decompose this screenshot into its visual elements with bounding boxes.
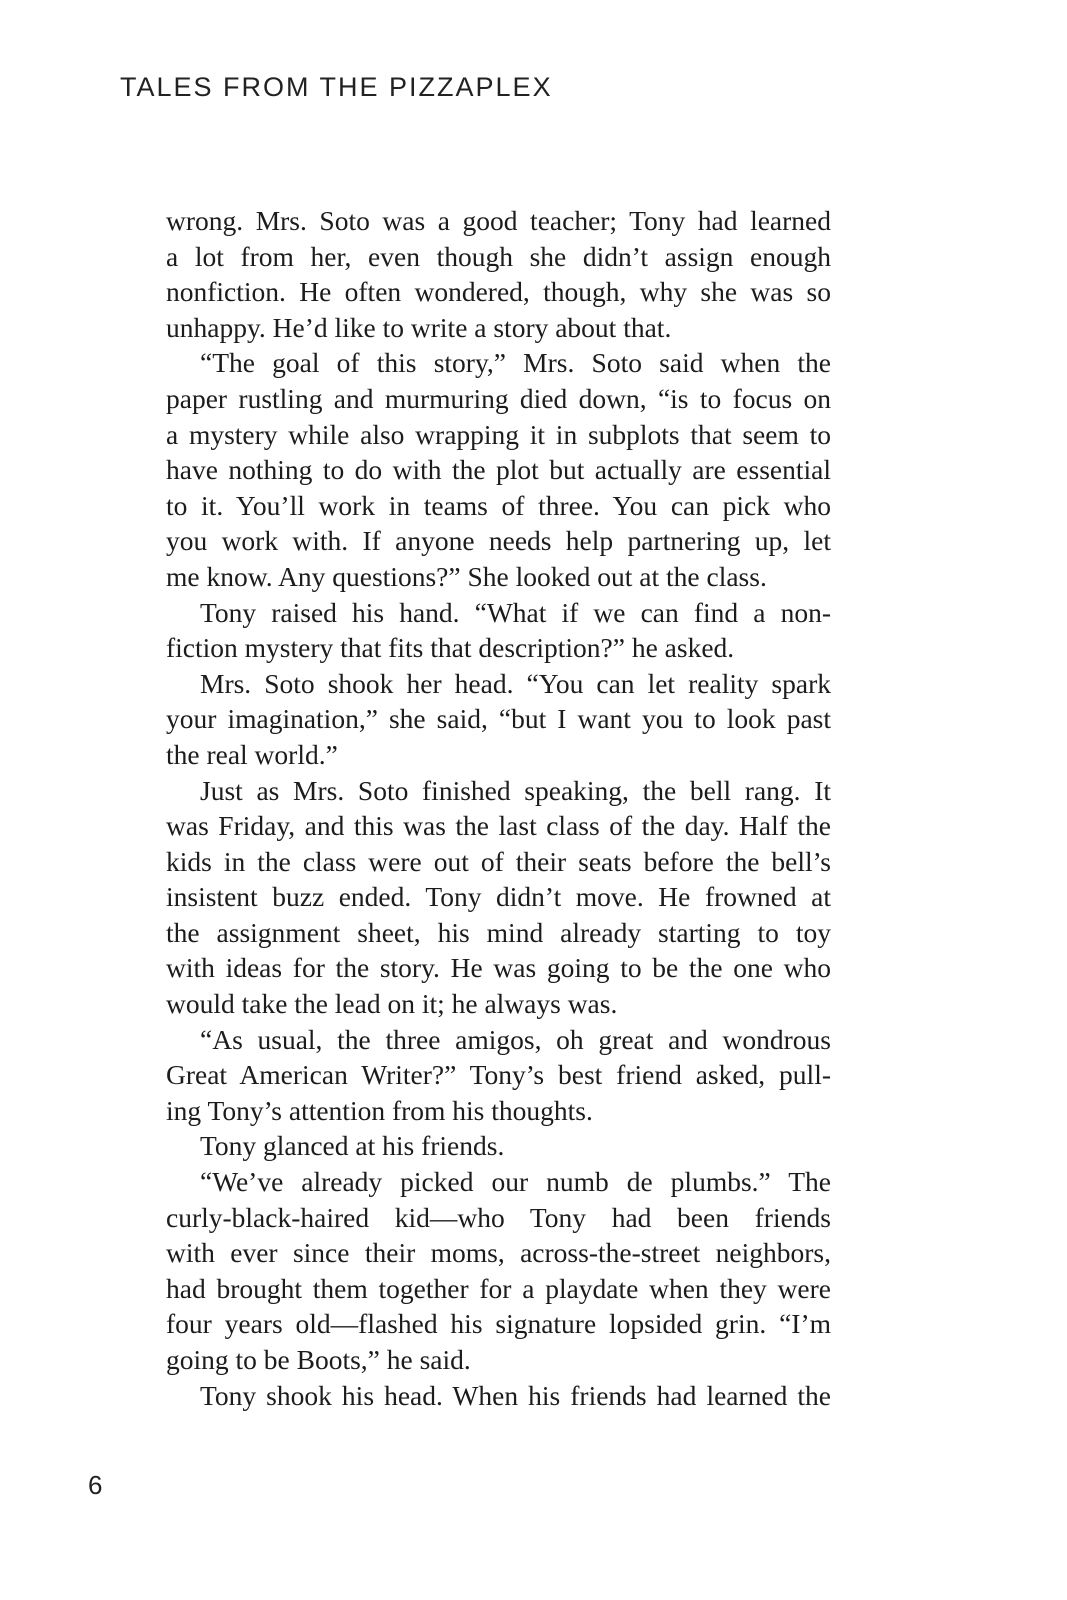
text-line: Tony shook his head. When his friends had learned the xyxy=(200,1379,831,1411)
text-line: Tony glanced at his friends. xyxy=(200,1130,505,1162)
text-line: “We’ve already picked our numb de plumbs.” The xyxy=(200,1166,831,1198)
text-line: Mrs. Soto shook her head. “You can let reality spark xyxy=(200,667,831,699)
text-line: you work with. If anyone needs help partnering up, let xyxy=(166,525,831,557)
text-line: kids in the class were out of their seats before the bell’s xyxy=(166,845,831,877)
text-line: with ideas for the story. He was going to be the one who xyxy=(166,952,831,984)
text-line: ing Tony’s attention from his thoughts. xyxy=(166,1094,593,1126)
text-line: me know. Any questions?” She looked out at the class. xyxy=(166,560,767,592)
text-line: Just as Mrs. Soto finished speaking, the bell rang. It xyxy=(200,774,831,806)
text-line: going to be Boots,” he said. xyxy=(166,1344,471,1375)
text-line: paper rustling and murmuring died down, “is to focus on xyxy=(166,382,831,414)
text-line: nonfiction. He often wondered, though, why she was so xyxy=(166,276,831,308)
text-line: fiction mystery that fits that description?” he asked. xyxy=(166,632,735,664)
text-line: curly-black-haired kid—who Tony had been friends xyxy=(166,1201,831,1233)
text-line: a mystery while also wrapping it in subplots that seem to xyxy=(166,418,831,450)
text-line: to it. You’ll work in teams of three. You can pick who xyxy=(166,489,831,521)
text-line: Tony raised his hand. “What if we can find a non- xyxy=(200,596,831,628)
text-line: “The goal of this story,” Mrs. Soto said when the xyxy=(200,347,831,379)
text-line: would take the lead on it; he always was. xyxy=(166,988,618,1020)
text-line: was Friday, and this was the last class of the day. Half the xyxy=(166,810,831,842)
text-line: Great American Writer?” Tony’s best friend asked, pull- xyxy=(166,1059,831,1091)
text-line: have nothing to do with the plot but actually are essential xyxy=(166,454,831,486)
text-line: insistent buzz ended. Tony didn’t move. He frowned at xyxy=(166,881,831,913)
text-line: the real world.” xyxy=(166,738,338,770)
text-line: wrong. Mrs. Soto was a good teacher; Tony had learned xyxy=(166,205,831,236)
page-number: 6 xyxy=(88,1470,103,1500)
body-text xyxy=(166,203,831,1413)
text-line: the assignment sheet, his mind already starting to toy xyxy=(166,916,831,948)
text-line: your imagination,” she said, “but I want you to look past xyxy=(166,703,831,735)
running-head: TALES FROM THE PIZZAPLEX xyxy=(120,72,553,102)
text-line: “As usual, the three amigos, oh great and wondrous xyxy=(200,1023,831,1055)
text-line: unhappy. He’d like to write a story about that. xyxy=(166,311,672,343)
text-line: four years old—flashed his signature lopsided grin. “I’m xyxy=(166,1308,831,1340)
text-line: had brought them together for a playdate when they were xyxy=(166,1272,831,1304)
text-line: with ever since their moms, across-the-street neighbors, xyxy=(166,1237,831,1269)
text-line: a lot from her, even though she didn’t assign enough xyxy=(166,240,831,272)
